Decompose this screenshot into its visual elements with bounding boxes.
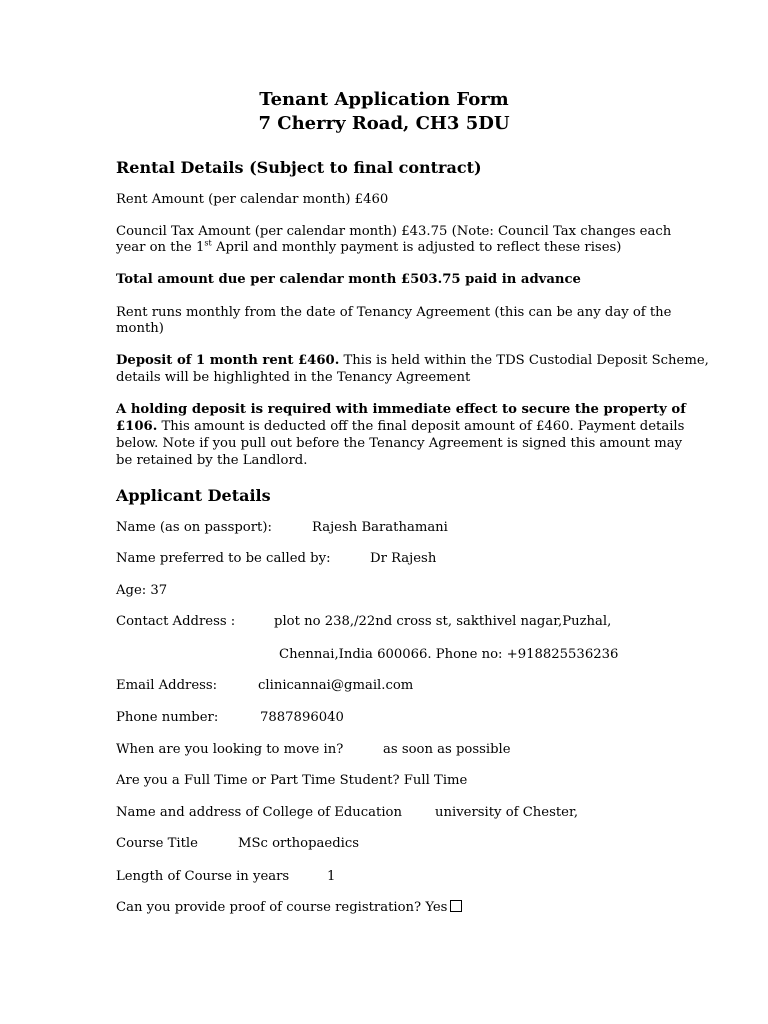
contact-address-label: Contact Address :: [116, 614, 236, 629]
rent-amount: Rent Amount (per calendar month) £460: [116, 192, 389, 207]
student-status: Are you a Full Time or Part Time Student? Full Time: [116, 773, 468, 788]
move-in-value: as soon as possible: [383, 742, 511, 757]
holding-deposit-line2: [116, 419, 696, 436]
rent-runs-line2: month): [116, 321, 164, 336]
email-label: Email Address:: [116, 678, 218, 693]
name-label: Name (as on passport):: [116, 520, 272, 535]
course-length-label: Length of Course in years: [116, 869, 290, 884]
property-address: 7 Cherry Road, CH3 5DU: [258, 113, 510, 134]
deposit-line2: details will be highlighted in the Tenancy Agreement: [116, 370, 471, 385]
college-label: Name and address of College of Education: [116, 805, 402, 820]
council-tax-superscript: st: [204, 238, 212, 248]
deposit-line1: [116, 353, 709, 370]
holding-bold-1: A holding deposit is required with immediate effect to secure the property of: [116, 402, 686, 417]
deposit-bold: Deposit of 1 month rent £460.: [116, 353, 340, 368]
rental-details-heading: Rental Details (Subject to final contract): [116, 158, 482, 177]
applicant-details-heading: Applicant Details: [116, 486, 271, 505]
council-tax-line2: [116, 240, 696, 257]
course-title-value: MSc orthopaedics: [238, 836, 360, 851]
email-value: clinicannai@gmail.com: [258, 678, 414, 693]
rent-runs-line1: Rent runs monthly from the date of Tenancy Agreement (this can be any day of the: [116, 305, 672, 320]
holding-text-2: This amount is deducted off the final deposit amount of £460. Payment details: [157, 419, 685, 434]
holding-deposit-line1: [116, 402, 696, 419]
council-tax-line1: Council Tax Amount (per calendar month) £43.75 (Note: Council Tax changes each: [116, 224, 672, 239]
holding-bold-2: £106.: [116, 419, 158, 434]
phone-label: Phone number:: [116, 710, 219, 725]
course-title-label: Course Title: [116, 836, 198, 851]
holding-deposit-line3: below. Note if you pull out before the Tenancy Agreement is signed this amount may: [116, 436, 683, 451]
form-title: Tenant Application Form: [259, 89, 509, 110]
contact-address-line2: Chennai,India 600066. Phone no: +918825536236: [279, 647, 619, 662]
total-amount-text: Total amount due per calendar month £503.75 paid in advance: [116, 272, 581, 287]
contact-address-line1: plot no 238,/22nd cross st, sakthivel nagar,Puzhal,: [274, 614, 612, 629]
council-tax-text: year on the 1: [116, 240, 205, 255]
yes-checkbox[interactable]: [450, 900, 462, 912]
course-length-value: 1: [327, 869, 336, 884]
preferred-name-label: Name preferred to be called by:: [116, 551, 331, 566]
name-value: Rajesh Barathamani: [312, 520, 448, 535]
college-value: university of Chester,: [435, 805, 579, 820]
proof-registration-label: Can you provide proof of course registration? Yes: [116, 900, 448, 915]
move-in-label: When are you looking to move in?: [116, 742, 344, 757]
preferred-name-value: Dr Rajesh: [370, 551, 437, 566]
holding-deposit-line4: be retained by the Landlord.: [116, 453, 308, 468]
council-tax-text-end: April and monthly payment is adjusted to reflect these rises): [211, 240, 622, 255]
total-amount: [116, 272, 696, 289]
phone-value: 7887896040: [260, 710, 344, 725]
age-field: Age: 37: [116, 583, 168, 598]
proof-registration: [116, 900, 462, 917]
deposit-text: This is held within the TDS Custodial Deposit Scheme,: [339, 353, 709, 368]
